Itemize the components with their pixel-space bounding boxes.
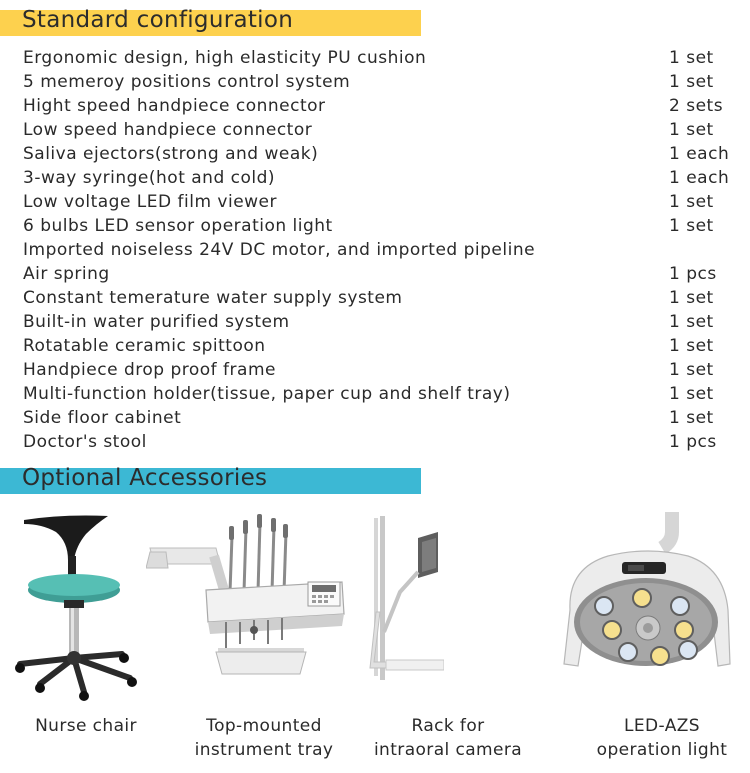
item-name: Multi-function holder(tissue, paper cup and shelf tray)	[23, 384, 511, 404]
item-quantity: 1 set	[669, 360, 714, 380]
item-quantity: 1 pcs	[669, 264, 717, 284]
item-name: Handpiece drop proof frame	[23, 360, 276, 380]
camera-rack-caption	[366, 714, 530, 762]
item-quantity: 2 sets	[669, 96, 724, 116]
led-operation-light-image	[548, 512, 748, 672]
item-quantity: 1 each	[669, 144, 730, 164]
config-row	[0, 215, 750, 239]
item-name: Constant temerature water supply system	[23, 288, 403, 308]
item-name: Hight speed handpiece connector	[23, 96, 326, 116]
config-row	[0, 431, 750, 455]
item-name: Low voltage LED film viewer	[23, 192, 277, 212]
config-row	[0, 335, 750, 359]
item-quantity: 1 set	[669, 120, 714, 140]
item-name: 5 memeroy positions control system	[23, 72, 351, 92]
item-quantity: 1 set	[669, 72, 714, 92]
item-quantity: 1 pcs	[669, 432, 717, 452]
item-name: 3-way syringe(hot and cold)	[23, 168, 276, 188]
instrument-tray-image	[146, 512, 352, 682]
item-name: Rotatable ceramic spittoon	[23, 336, 266, 356]
item-quantity: 1 set	[669, 48, 714, 68]
standard-configuration-banner	[0, 7, 421, 36]
config-row	[0, 143, 750, 167]
item-name: Low speed handpiece connector	[23, 120, 313, 140]
item-name: Saliva ejectors(strong and weak)	[23, 144, 319, 164]
item-name: Imported noiseless 24V DC motor, and imported pipeline	[23, 240, 536, 260]
caption-line: Nurse chair	[35, 716, 137, 736]
nurse-chair-caption	[26, 714, 146, 738]
config-row	[0, 191, 750, 215]
optional-accessories-banner	[0, 465, 421, 494]
item-name: Built-in water purified system	[23, 312, 290, 332]
caption-line: intraoral camera	[373, 740, 523, 760]
config-row	[0, 167, 750, 191]
config-row	[0, 71, 750, 95]
caption-line: Top-mounted	[206, 716, 322, 736]
item-name: Side floor cabinet	[23, 408, 182, 428]
standard-configuration-heading: Standard configuration	[22, 7, 294, 33]
nurse-chair-image	[12, 512, 154, 702]
config-row	[0, 239, 750, 263]
item-quantity: 1 set	[669, 384, 714, 404]
item-name: Air spring	[23, 264, 110, 284]
item-quantity: 1 set	[669, 216, 714, 236]
config-row	[0, 119, 750, 143]
standard-configuration-list	[0, 47, 750, 455]
config-row	[0, 383, 750, 407]
caption-line: LED-AZS	[624, 716, 700, 736]
config-row	[0, 95, 750, 119]
item-quantity: 1 set	[669, 336, 714, 356]
item-quantity: 1 set	[669, 312, 714, 332]
config-row	[0, 263, 750, 287]
config-row	[0, 407, 750, 431]
caption-line: instrument tray	[194, 740, 334, 760]
intraoral-camera-rack-image	[364, 512, 444, 688]
item-quantity: 1 set	[669, 192, 714, 212]
item-name: Doctor's stool	[23, 432, 147, 452]
item-quantity: 1 each	[669, 168, 730, 188]
config-row	[0, 47, 750, 71]
operation-light-caption	[584, 714, 740, 762]
config-row	[0, 287, 750, 311]
caption-line: operation light	[596, 740, 728, 760]
instrument-tray-caption	[184, 714, 344, 762]
config-row	[0, 359, 750, 383]
item-name: Ergonomic design, high elasticity PU cushion	[23, 48, 427, 68]
config-row	[0, 311, 750, 335]
optional-accessories-heading: Optional Accessories	[22, 465, 268, 491]
item-quantity: 1 set	[669, 288, 714, 308]
caption-line: Rack for	[411, 716, 485, 736]
item-quantity: 1 set	[669, 408, 714, 428]
item-name: 6 bulbs LED sensor operation light	[23, 216, 333, 236]
